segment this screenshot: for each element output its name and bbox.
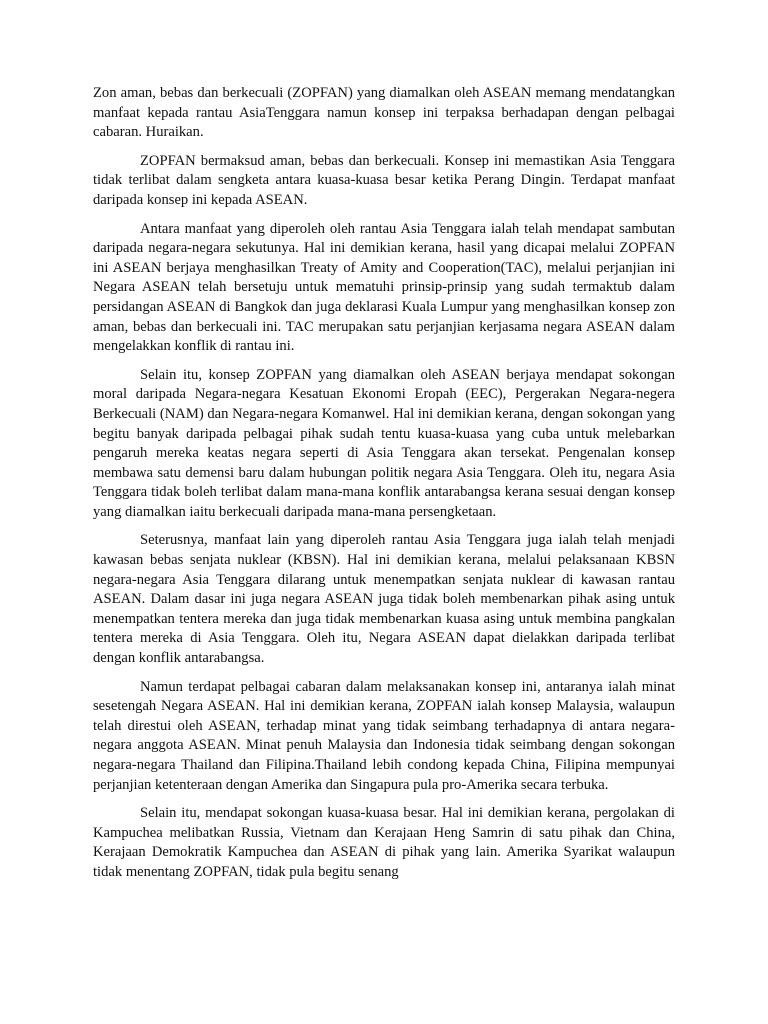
introduction-paragraph: ZOPFAN bermaksud aman, bebas dan berkecuali. Konsep ini memastikan Asia Tenggara tidak terlibat dalam sengketa antara kuasa-kuasa besar ketika Perang Dingin. Terdapat manfaat daripada konsep ini kepada ASEAN. (93, 152, 675, 208)
body-paragraph-1: Antara manfaat yang diperoleh oleh rantau Asia Tenggara ialah telah mendapat sambutan daripada negara-negara sekutunya. Hal ini demikian kerana, hasil yang dicapai melalui ZOPFAN ini ASEAN berjaya menghasilkan Treaty of Amity and Cooperation(TAC), melalui perjanjian ini Negara ASEAN telah bersetuju untuk mematuhi prinsip-prinsip yang sudah termaktub dalam persidangan ASEAN di Bangkok dan juga deklarasi Kuala Lumpur yang menghasilkan konsep zon aman, bebas dan berkecuali ini. TAC merupakan satu perjanjian kerjasama negara ASEAN dalam mengelakkan konflik di rantau ini. (93, 220, 675, 355)
question-paragraph: Zon aman, bebas dan berkecuali (ZOPFAN) yang diamalkan oleh ASEAN memang mendatangkan manfaat kepada rantau AsiaTenggara namun konsep ini terpaksa berhadapan dengan pelbagai cabaran. Huraikan. (93, 85, 675, 141)
body-paragraph-2: Selain itu, konsep ZOPFAN yang diamalkan oleh ASEAN berjaya mendapat sokongan moral daripada Negara-negara Kesatuan Ekonomi Eropah (EEC), Pergerakan Negara-negera Berkecuali (NAM) dan Negara-negara Komanwel. Hal ini demikian kerana, dengan sokongan yang begitu banyak daripada pelbagai pihak sudah tentu kuasa-kuasa yang cuba untuk melebarkan pengaruh mereka keatas negara seperti di Asia Tenggara akan tersekat. Pengenalan konsep membawa satu demensi baru dalam hubungan politik negara Asia Tenggara. Oleh itu, negara Asia Tenggara tidak boleh terlibat dalam mana-mana konflik antarabangsa kerana sesuai dengan konsep yang diamalkan iaitu berkecuali daripada mana-mana persengketaan. (93, 366, 675, 520)
body-paragraph-3: Seterusnya, manfaat lain yang diperoleh rantau Asia Tenggara juga ialah telah menjadi kawasan bebas senjata nuklear (KBSN). Hal ini demikian kerana, melalui pelaksanaan KBSN negara-negara Asia Tenggara dilarang untuk menempatkan senjata nuklear di kawasan rantau ASEAN. Dalam dasar ini juga negara ASEAN juga tidak boleh membenarkan pihak asing untuk menempatkan tentera mereka dan juga tidak membenarkan kuasa asing untuk membina pangkalan tentera mereka di Asia Tenggara. Oleh itu, Negara ASEAN dapat dielakkan daripada terlibat dengan konflik antarabangsa. (93, 532, 675, 667)
body-paragraph-5: Selain itu, mendapat sokongan kuasa-kuasa besar. Hal ini demikian kerana, pergolakan di Kampuchea melibatkan Russia, Vietnam dan Kerajaan Heng Samrin di satu pihak dan China, Kerajaan Demokratik Kampuchea dan ASEAN di pihak yang lain. Amerika Syarikat walaupun tidak menentang ZOPFAN, tidak pula begitu senang (93, 805, 675, 880)
body-paragraph-4: Namun terdapat pelbagai cabaran dalam melaksanakan konsep ini, antaranya ialah minat sesetengah Negara ASEAN. Hal ini demikian kerana, ZOPFAN ialah konsep Malaysia, walaupun telah direstui oleh ASEAN, terhadap minat yang tidak seimbang terhadapnya di antara negara-negara anggota ASEAN. Minat penuh Malaysia dan Indonesia tidak seimbang dengan sokongan negara-negara Thailand dan Filipina.Thailand lebih condong kepada China, Filipina mempunyai perjanjian ketenteraan dengan Amerika dan Singapura pula pro-Amerika secara terbuka. (93, 678, 675, 793)
document-page (93, 84, 675, 883)
